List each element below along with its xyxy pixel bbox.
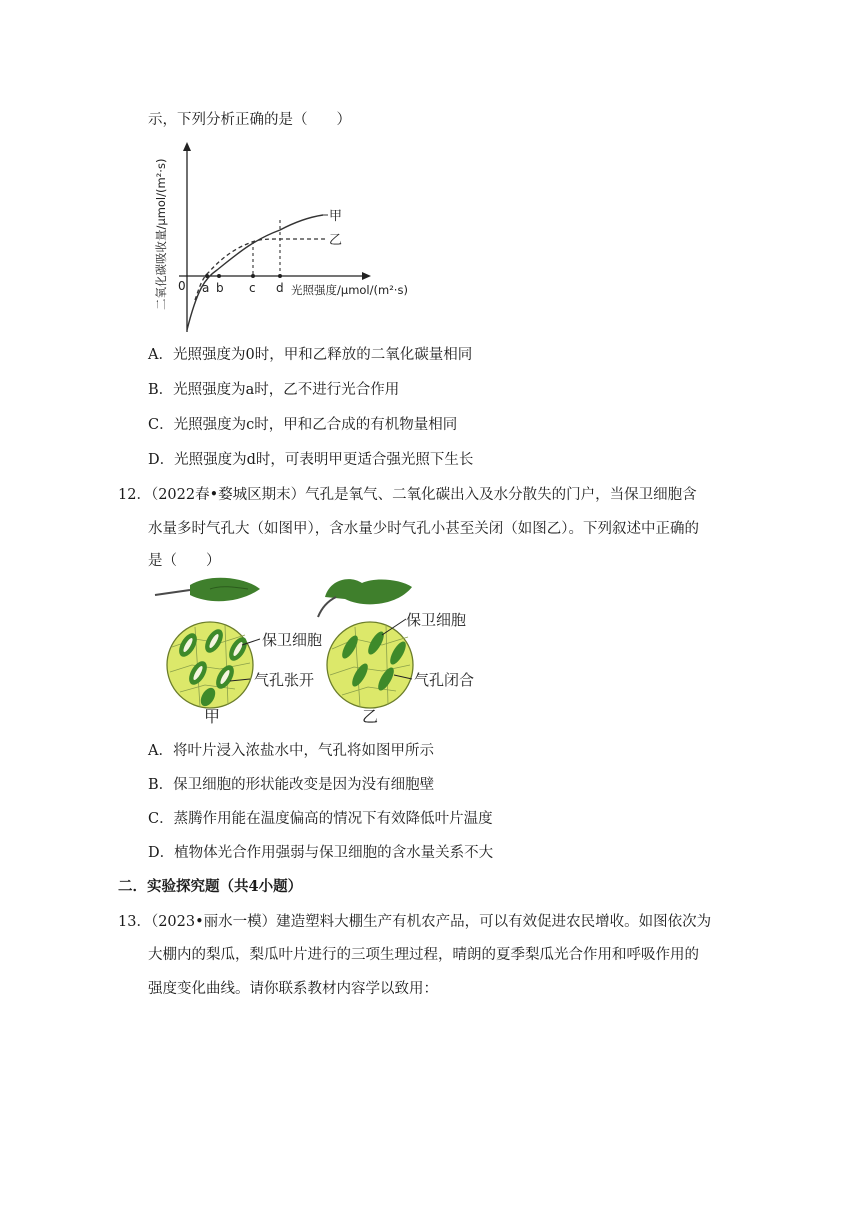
- q11-option-a: A．光照强度为0时，甲和乙释放的二氧化碳量相同: [148, 347, 473, 363]
- q12-option-b: B．保卫细胞的形状能改变是因为没有细胞壁: [148, 777, 435, 793]
- tick-label-a: a: [202, 281, 210, 295]
- right-label-stomata-closed: 气孔闭合: [414, 671, 475, 689]
- q13-stem-line2: 大棚内的梨瓜，梨瓜叶片进行的三项生理过程，晴朗的夏季梨瓜光合作用和呼吸作用的: [148, 947, 699, 963]
- series-label-yi: 乙: [329, 233, 343, 248]
- q12-option-d: D．植物体光合作用强弱与保卫细胞的含水量关系不大: [148, 845, 494, 861]
- graph-origin: 0: [178, 279, 186, 293]
- stomata-closed-circle: [327, 622, 413, 708]
- q12-option-a: A．将叶片浸入浓盐水中，气孔将如图甲所示: [148, 743, 434, 759]
- left-caption: 甲: [204, 707, 221, 726]
- q11-stem-tail: 示，下列分析正确的是（ ）: [148, 112, 351, 128]
- left-label-stomata-open: 气孔张开: [254, 671, 315, 689]
- q11-option-c: C．光照强度为c时，甲和乙合成的有机物量相同: [148, 417, 458, 433]
- q11-graph: [145, 140, 408, 340]
- leaf-right-icon: [325, 579, 412, 604]
- graph-xlabel: 光照强度/μmol/(m²·s): [291, 283, 408, 297]
- q12-stem-line1: 12．（2022春•婺城区期末）气孔是氧气、二氧化碳出入及水分散失的门户，当保卫细胞含: [118, 487, 697, 503]
- tick-label-d: d: [276, 281, 284, 295]
- q12-stem-line2: 水量多时气孔大（如图甲），含水量少时气孔小甚至关闭（如图乙）。下列叙述中正确的: [148, 521, 699, 537]
- graph-x-arrow: [362, 272, 371, 280]
- left-label-guard-cell: 保卫细胞: [262, 631, 323, 649]
- tick-c: [251, 274, 255, 278]
- tick-a: [205, 274, 209, 278]
- q12-stem-line3: 是（ ）: [148, 553, 221, 569]
- q13-stem-line1: 13．（2023•丽水一模）建造塑料大棚生产有机农产品，可以有效促进农民增收。如图依次为: [118, 914, 712, 930]
- series-label-jia: 甲: [329, 209, 343, 224]
- tick-label-b: b: [216, 281, 224, 295]
- tick-d: [278, 274, 282, 278]
- q11-option-b: B．光照强度为a时，乙不进行光合作用: [148, 382, 400, 398]
- q12-option-c: C．蒸腾作用能在温度偏高的情况下有效降低叶片温度: [148, 811, 493, 827]
- graph-y-arrow: [183, 142, 191, 151]
- right-label-guard-cell: 保卫细胞: [406, 611, 467, 629]
- graph-ylabel: 二氧化碳吸收量/μmol/(m²·s): [154, 158, 168, 310]
- leaf-left-icon: [190, 578, 260, 601]
- q11-option-d: D．光照强度为d时，可表明甲更适合强光照下生长: [148, 452, 474, 468]
- q12-stomata-figure: [150, 577, 490, 727]
- right-caption: 乙: [362, 707, 379, 726]
- tick-b: [217, 274, 221, 278]
- section2-title: 二．实验探究题（共4小题）: [118, 878, 303, 895]
- q13-stem-line3: 强度变化曲线。请你联系教材内容学以致用：: [148, 981, 438, 997]
- tick-label-c: c: [249, 281, 256, 295]
- curve-jia: [187, 215, 323, 330]
